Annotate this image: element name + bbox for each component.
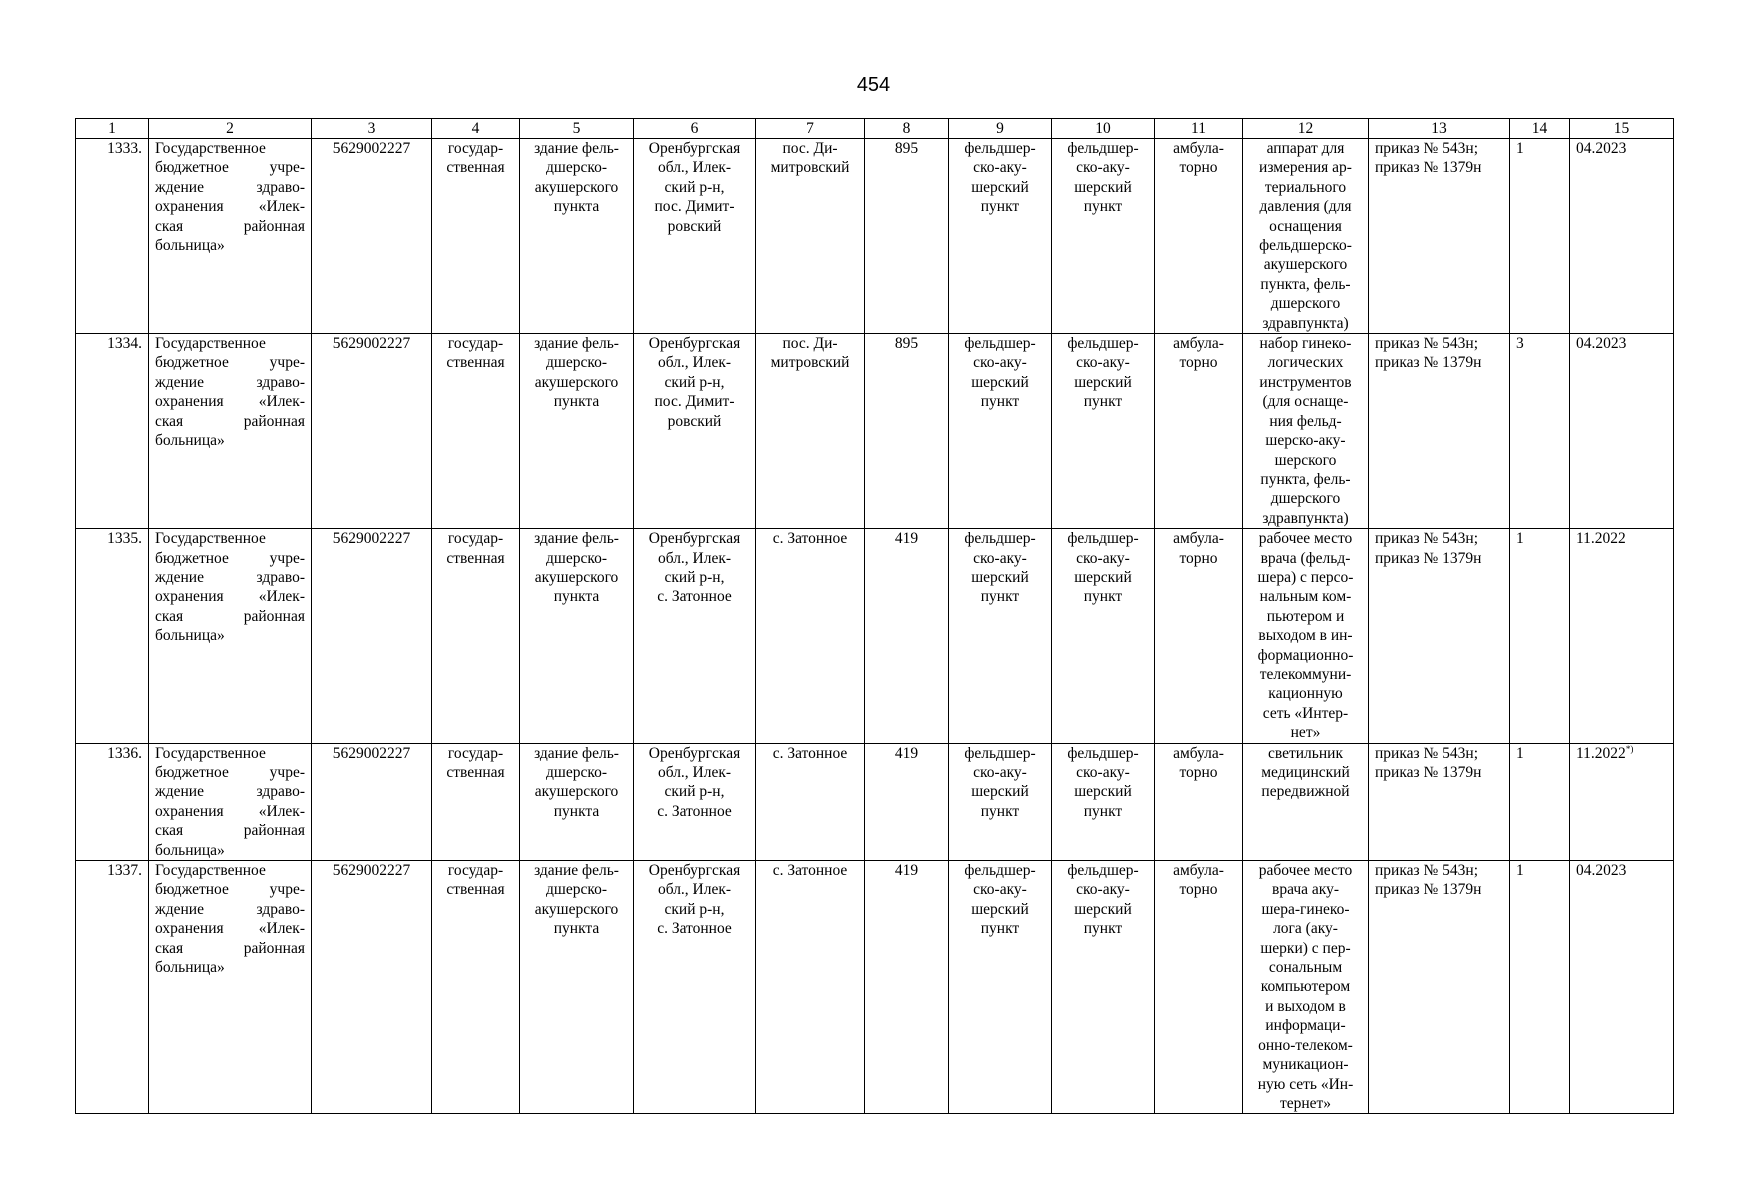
col-header: 11	[1155, 119, 1243, 139]
date-text: 04.2023	[1576, 335, 1627, 353]
quantity-cell-text: 3	[1516, 335, 1524, 353]
address-cell-text: Оренбургская обл., Илек- ский р-н, с. Затонное	[648, 530, 741, 606]
unit-type-cell	[949, 529, 1052, 743]
unit-type-cell	[1052, 334, 1155, 529]
page-number: 454	[856, 74, 891, 96]
organization-line: ская районная	[155, 217, 305, 235]
organization-line: больница»	[155, 432, 225, 450]
organization-line: больница»	[155, 627, 225, 645]
quantity-cell-text: 1	[1516, 862, 1524, 880]
col-header: 6	[634, 119, 756, 139]
settlement-cell	[756, 861, 865, 1114]
organization-line: ская районная	[155, 607, 305, 625]
col-header: 7	[756, 119, 865, 139]
date-text: 04.2023	[1576, 140, 1627, 157]
date-cell	[1570, 861, 1674, 1114]
building-cell-text: здание фель- дшерско- акушерского пункта	[534, 862, 619, 938]
equipment-cell	[1243, 334, 1369, 529]
date-cell	[1570, 139, 1674, 334]
settlement-cell	[756, 334, 865, 529]
unit-type-cell-text: фельдшер- ско-аку- шерский пункт	[964, 530, 1036, 606]
row-number-cell: 1334.	[76, 334, 149, 529]
inn-cell	[312, 334, 432, 529]
care-form-cell-text: амбула- торно	[1173, 530, 1224, 567]
inn-cell	[312, 139, 432, 334]
address-cell	[634, 139, 756, 334]
building-cell-text: здание фель- дшерско- акушерского пункта	[534, 335, 619, 411]
ownership-cell	[432, 334, 520, 529]
quantity-cell-text: 1	[1516, 744, 1524, 762]
equipment-cell	[1243, 861, 1369, 1114]
date-text: 04.2023	[1576, 862, 1627, 880]
organization-line: ждение здраво-	[155, 783, 305, 801]
organization-line: бюджетное учре-	[155, 764, 305, 781]
organization-line: больница»	[155, 237, 225, 255]
organization-line: ская районная	[155, 412, 305, 430]
table-row	[76, 861, 1674, 1114]
equipment-cell	[1243, 529, 1369, 743]
organization-line: бюджетное учре-	[155, 159, 305, 177]
unit-type-cell	[949, 743, 1052, 860]
ownership-cell	[432, 743, 520, 860]
unit-type-cell	[1052, 139, 1155, 334]
col-header: 12	[1243, 119, 1369, 139]
inn-cell-text: 5629002227	[332, 530, 411, 548]
registry-table	[75, 118, 1674, 1114]
equipment-cell	[1243, 743, 1369, 860]
organization-line: ждение здраво-	[155, 373, 305, 391]
organization-line: охранения «Илек-	[155, 198, 305, 216]
population-cell-text: 419	[894, 744, 919, 762]
col-header: 9	[949, 119, 1052, 139]
unit-type-cell	[949, 139, 1052, 334]
ownership-cell-text: государ- ственная	[446, 530, 505, 567]
unit-type-cell-text: фельдшер- ско-аку- шерский пункт	[1067, 530, 1139, 606]
building-cell	[520, 334, 634, 529]
population-cell-text: 419	[894, 530, 919, 548]
table-row	[76, 743, 1674, 860]
equipment-cell-text: набор гинеко- логических инструментов (для оснаще- ния фельд- шерско-аку- шерского пункта, фель- дшерского здравпункта)	[1259, 335, 1352, 527]
equipment-cell-text: светильник медицинский передвижной	[1261, 744, 1350, 801]
row-number-cell: 1333.	[76, 139, 149, 334]
organization-line: бюджетное учре-	[155, 881, 305, 899]
population-cell	[865, 139, 949, 334]
organization-cell	[149, 334, 312, 529]
table-body	[76, 139, 1674, 1114]
ownership-cell	[432, 529, 520, 743]
building-cell	[520, 139, 634, 334]
unit-type-cell-text: фельдшер- ско-аку- шерский пункт	[1067, 744, 1139, 820]
organization-line: охранения «Илек-	[155, 588, 305, 606]
date-text: 11.2022	[1576, 744, 1626, 762]
care-form-cell	[1155, 334, 1243, 529]
organization-cell	[149, 139, 312, 334]
order-cell-text: приказ № 543н; приказ № 1379н	[1375, 862, 1482, 899]
unit-type-cell	[949, 334, 1052, 529]
organization-line: Государственное	[155, 335, 266, 353]
building-cell-text: здание фель- дшерско- акушерского пункта	[534, 744, 619, 820]
quantity-cell	[1510, 139, 1570, 334]
order-cell	[1369, 861, 1510, 1114]
organization-line: Государственное	[155, 530, 266, 548]
ownership-cell-text: государ- ственная	[446, 862, 505, 899]
care-form-cell	[1155, 139, 1243, 334]
unit-type-cell	[1052, 861, 1155, 1114]
col-header: 10	[1052, 119, 1155, 139]
column-number-row	[76, 119, 1674, 139]
organization-line: ждение здраво-	[155, 900, 305, 918]
col-header: 1	[76, 119, 149, 139]
address-cell-text: Оренбургская обл., Илек- ский р-н, пос. Димит- ровский	[648, 140, 741, 235]
organization-line: Государственное	[155, 140, 266, 157]
order-cell	[1369, 334, 1510, 529]
building-cell	[520, 861, 634, 1114]
address-cell	[634, 743, 756, 860]
organization-cell	[149, 743, 312, 860]
address-cell	[634, 334, 756, 529]
equipment-cell-text: рабочее место врача аку- шера-гинеко- лога (аку- шерки) с пер- сональным компьютером и выходом в информаци- онно-телеком- муникацион- ную сеть «Ин- тернет»	[1257, 862, 1354, 1112]
col-header: 4	[432, 119, 520, 139]
unit-type-cell-text: фельдшер- ско-аку- шерский пункт	[964, 140, 1036, 216]
population-cell-text: 895	[894, 335, 919, 353]
organization-line: ская районная	[155, 939, 305, 957]
inn-cell-text: 5629002227	[332, 140, 411, 157]
building-cell-text: здание фель- дшерско- акушерского пункта	[534, 530, 619, 606]
table-row	[76, 529, 1674, 743]
unit-type-cell	[949, 861, 1052, 1114]
population-cell-text: 895	[894, 140, 919, 157]
settlement-cell	[756, 529, 865, 743]
settlement-cell	[756, 743, 865, 860]
ownership-cell	[432, 139, 520, 334]
unit-type-cell-text: фельдшер- ско-аку- шерский пункт	[1067, 335, 1139, 411]
unit-type-cell-text: фельдшер- ско-аку- шерский пункт	[964, 335, 1036, 411]
unit-type-cell-text: фельдшер- ско-аку- шерский пункт	[964, 744, 1036, 820]
row-number-cell: 1337.	[76, 861, 149, 1114]
building-cell	[520, 743, 634, 860]
equipment-cell	[1243, 139, 1369, 334]
settlement-cell-text: с. Затонное	[772, 744, 848, 762]
organization-line: бюджетное учре-	[155, 354, 305, 372]
footnote-mark: *)	[1625, 743, 1634, 754]
order-cell-text: приказ № 543н; приказ № 1379н	[1375, 335, 1482, 372]
settlement-cell-text: с. Затонное	[772, 862, 848, 880]
unit-type-cell	[1052, 529, 1155, 743]
address-cell	[634, 529, 756, 743]
quantity-cell	[1510, 743, 1570, 860]
order-cell-text: приказ № 543н; приказ № 1379н	[1375, 530, 1482, 567]
inn-cell-text: 5629002227	[332, 862, 411, 880]
row-number-cell: 1336.	[76, 743, 149, 860]
organization-cell	[149, 861, 312, 1114]
order-cell	[1369, 139, 1510, 334]
population-cell-text: 419	[894, 862, 919, 880]
address-cell-text: Оренбургская обл., Илек- ский р-н, с. Затонное	[648, 862, 741, 938]
population-cell	[865, 743, 949, 860]
population-cell	[865, 861, 949, 1114]
date-cell	[1570, 743, 1674, 860]
col-header: 5	[520, 119, 634, 139]
care-form-cell	[1155, 529, 1243, 743]
organization-cell	[149, 529, 312, 743]
col-header: 8	[865, 119, 949, 139]
organization-line: бюджетное учре-	[155, 549, 305, 567]
settlement-cell-text: с. Затонное	[772, 530, 848, 548]
equipment-cell-text: рабочее место врача (фельд- шера) с персо- нальным ком- пьютером и выходом в ин- формационно- телекоммуни- кационную сеть «Интер- нет»	[1257, 530, 1354, 742]
col-header: 2	[149, 119, 312, 139]
ownership-cell-text: государ- ственная	[446, 744, 505, 781]
row-number-cell: 1335.	[76, 529, 149, 743]
ownership-cell-text: государ- ственная	[446, 335, 505, 372]
ownership-cell	[432, 861, 520, 1114]
quantity-cell	[1510, 529, 1570, 743]
quantity-cell-text: 1	[1516, 140, 1524, 157]
care-form-cell	[1155, 743, 1243, 860]
col-header: 13	[1369, 119, 1510, 139]
quantity-cell	[1510, 334, 1570, 529]
organization-line: охранения «Илек-	[155, 393, 305, 411]
table-row	[76, 139, 1674, 334]
unit-type-cell-text: фельдшер- ско-аку- шерский пункт	[1067, 140, 1139, 216]
unit-type-cell	[1052, 743, 1155, 860]
quantity-cell	[1510, 861, 1570, 1114]
organization-line: больница»	[155, 841, 225, 859]
order-cell-text: приказ № 543н; приказ № 1379н	[1375, 140, 1482, 177]
date-text: 11.2022	[1576, 530, 1626, 548]
inn-cell	[312, 529, 432, 743]
date-cell	[1570, 529, 1674, 743]
ownership-cell-text: государ- ственная	[446, 140, 505, 177]
equipment-cell-text: аппарат для измерения ар- териального давления (для оснащения фельдшерско- акушерского пункта, фель- дшерского здравпункта)	[1259, 140, 1352, 332]
order-cell-text: приказ № 543н; приказ № 1379н	[1375, 744, 1482, 781]
population-cell	[865, 334, 949, 529]
col-header: 15	[1570, 119, 1674, 139]
care-form-cell	[1155, 861, 1243, 1114]
settlement-cell-text: пос. Ди- митровский	[770, 335, 850, 372]
building-cell-text: здание фель- дшерско- акушерского пункта	[534, 140, 619, 216]
organization-line: Государственное	[155, 862, 266, 880]
population-cell	[865, 529, 949, 743]
care-form-cell-text: амбула- торно	[1173, 862, 1224, 899]
care-form-cell-text: амбула- торно	[1173, 140, 1224, 177]
settlement-cell	[756, 139, 865, 334]
address-cell	[634, 861, 756, 1114]
inn-cell	[312, 861, 432, 1114]
date-cell	[1570, 334, 1674, 529]
order-cell	[1369, 743, 1510, 860]
address-cell-text: Оренбургская обл., Илек- ский р-н, пос. Димит- ровский	[648, 335, 741, 430]
care-form-cell-text: амбула- торно	[1173, 744, 1224, 781]
organization-line: больница»	[155, 959, 225, 977]
building-cell	[520, 529, 634, 743]
quantity-cell-text: 1	[1516, 530, 1524, 548]
address-cell-text: Оренбургская обл., Илек- ский р-н, с. Затонное	[648, 744, 741, 820]
organization-line: Государственное	[155, 744, 266, 762]
table-row	[76, 334, 1674, 529]
col-header: 3	[312, 119, 432, 139]
organization-line: ская районная	[155, 822, 305, 840]
settlement-cell-text: пос. Ди- митровский	[770, 140, 850, 177]
organization-line: ждение здраво-	[155, 568, 305, 586]
organization-line: охранения «Илек-	[155, 920, 305, 938]
unit-type-cell-text: фельдшер- ско-аку- шерский пункт	[964, 862, 1036, 938]
col-header: 14	[1510, 119, 1570, 139]
organization-line: ждение здраво-	[155, 178, 305, 196]
inn-cell-text: 5629002227	[332, 744, 411, 762]
care-form-cell-text: амбула- торно	[1173, 335, 1224, 372]
inn-cell-text: 5629002227	[332, 335, 411, 353]
inn-cell	[312, 743, 432, 860]
order-cell	[1369, 529, 1510, 743]
unit-type-cell-text: фельдшер- ско-аку- шерский пункт	[1067, 862, 1139, 938]
organization-line: охранения «Илек-	[155, 802, 305, 820]
